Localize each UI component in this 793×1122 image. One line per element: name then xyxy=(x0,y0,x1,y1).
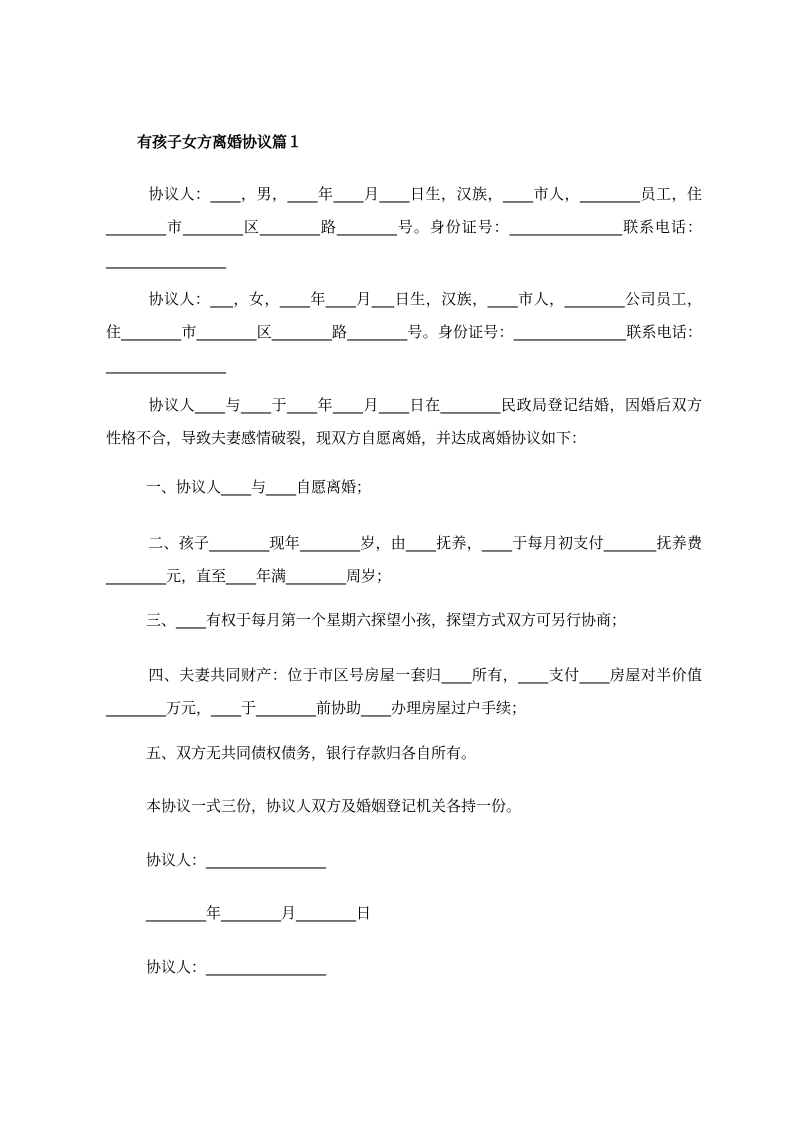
clause-3: 三、____有权于每月第一个星期六探望小孩，探望方式双方可另行协商； xyxy=(146,611,627,629)
party-1-text: 协议人：____，男，____年____月____日生，汉族，____市人，________员工，住________市________区________路________号。身份证号：_______________联系电话：________________ xyxy=(106,185,702,269)
clause-2 xyxy=(106,527,702,593)
document-title: 有孩子女方离婚协议篇１ xyxy=(137,133,303,151)
clause-4-text: 四、夫妻共同财产：位于市区号房屋一套归____所有，____支付____房屋对半价值________万元，____于________前协助____办理房屋过户手续； xyxy=(106,666,702,717)
marriage-paragraph xyxy=(106,389,702,455)
clause-5: 五、双方无共同债权债务，银行存款归各自所有。 xyxy=(146,744,477,762)
signature-date: ________年________月________日 xyxy=(146,904,372,922)
party-2-paragraph xyxy=(106,283,702,382)
party-1-paragraph xyxy=(106,178,702,277)
signature-party-2: 协议人：________________ xyxy=(146,958,327,976)
clause-2-text: 二、孩子________现年________岁，由____抚养，____于每月初支付_______抚养费________元，直至____年满________周岁； xyxy=(106,534,702,585)
clause-1: 一、协议人____与____自愿离婚； xyxy=(146,478,372,496)
copies-statement: 本协议一式三份，协议人双方及婚姻登记机关各持一份。 xyxy=(146,797,522,815)
clause-4 xyxy=(106,659,702,725)
party-2-text: 协议人：___，女，____年____月___日生，汉族，____市人，________公司员工，住________市________区________路________号。身份证号：_______________联系电话：________________ xyxy=(106,290,702,374)
marriage-text: 协议人____与____于____年____月____日在________民政局登记结婚，因婚后双方性格不合，导致夫妻感情破裂，现双方自愿离婚，并达成离婚协议如下： xyxy=(106,396,702,447)
signature-party-1: 协议人：________________ xyxy=(146,851,327,869)
